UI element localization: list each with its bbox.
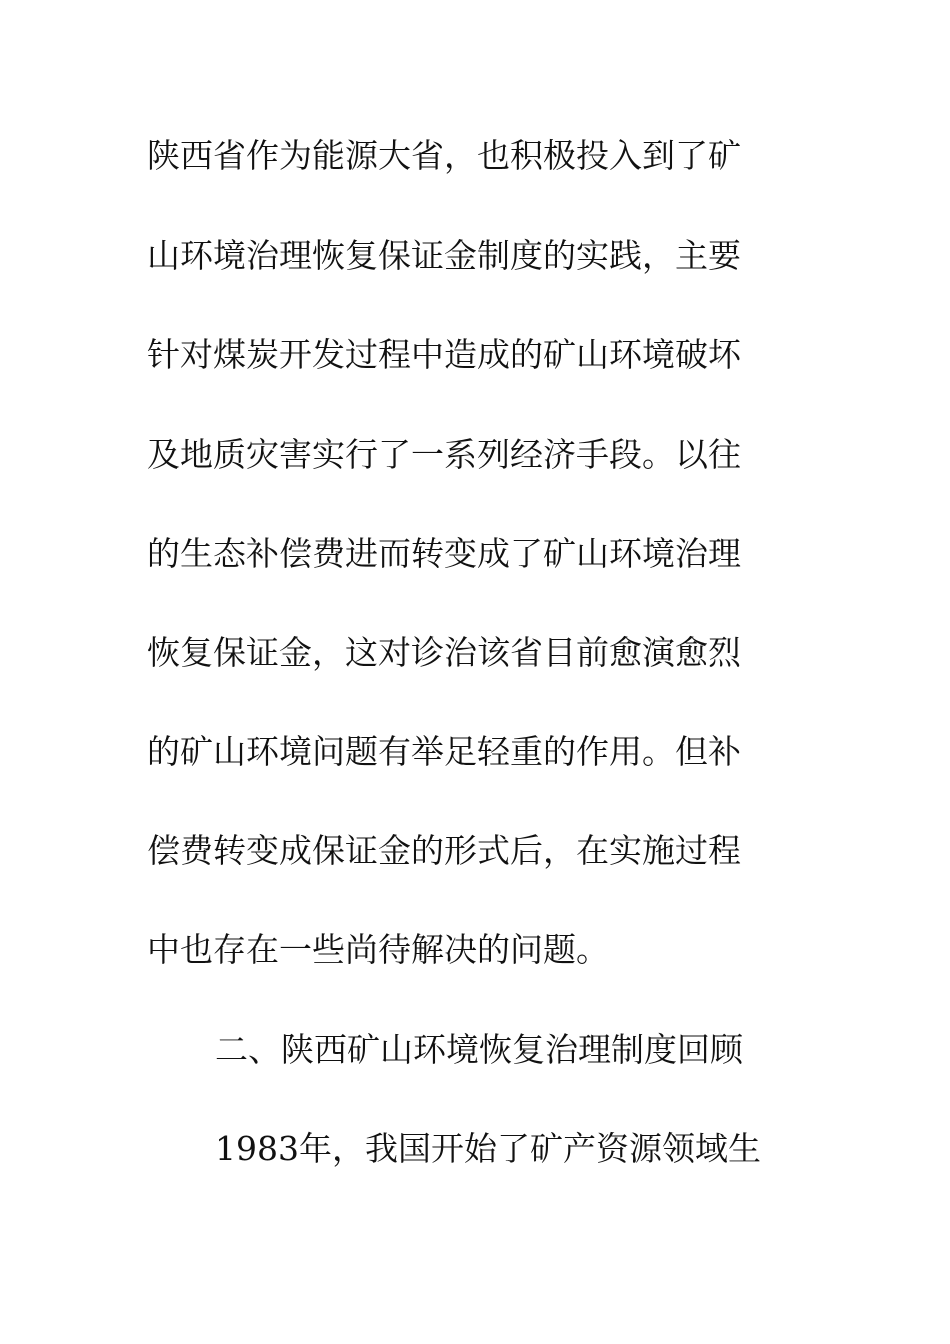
paragraph-line: 山环境治理恢复保证金制度的实践，主要 xyxy=(147,236,741,275)
paragraph-line: 中也存在一些尚待解决的问题。 xyxy=(147,930,609,969)
paragraph-line: 的生态补偿费进而转变成了矿山环境治理 xyxy=(147,534,741,573)
paragraph-line: 及地质灾害实行了一系列经济手段。以往 xyxy=(147,435,741,474)
paragraph-line: 偿费转变成保证金的形式后，在实施过程 xyxy=(147,831,741,870)
paragraph-line: 陕西省作为能源大省，也积极投入到了矿 xyxy=(147,136,741,175)
section-heading: 二、陕西矿山环境恢复治理制度回顾 xyxy=(215,1030,743,1069)
paragraph-line: 1983年，我国开始了矿产资源领域生 xyxy=(215,1129,761,1168)
paragraph-line: 针对煤炭开发过程中造成的矿山环境破坏 xyxy=(147,335,741,374)
paragraph-line: 恢复保证金，这对诊治该省目前愈演愈烈 xyxy=(147,633,741,672)
paragraph-line: 的矿山环境问题有举足轻重的作用。但补 xyxy=(147,732,741,771)
